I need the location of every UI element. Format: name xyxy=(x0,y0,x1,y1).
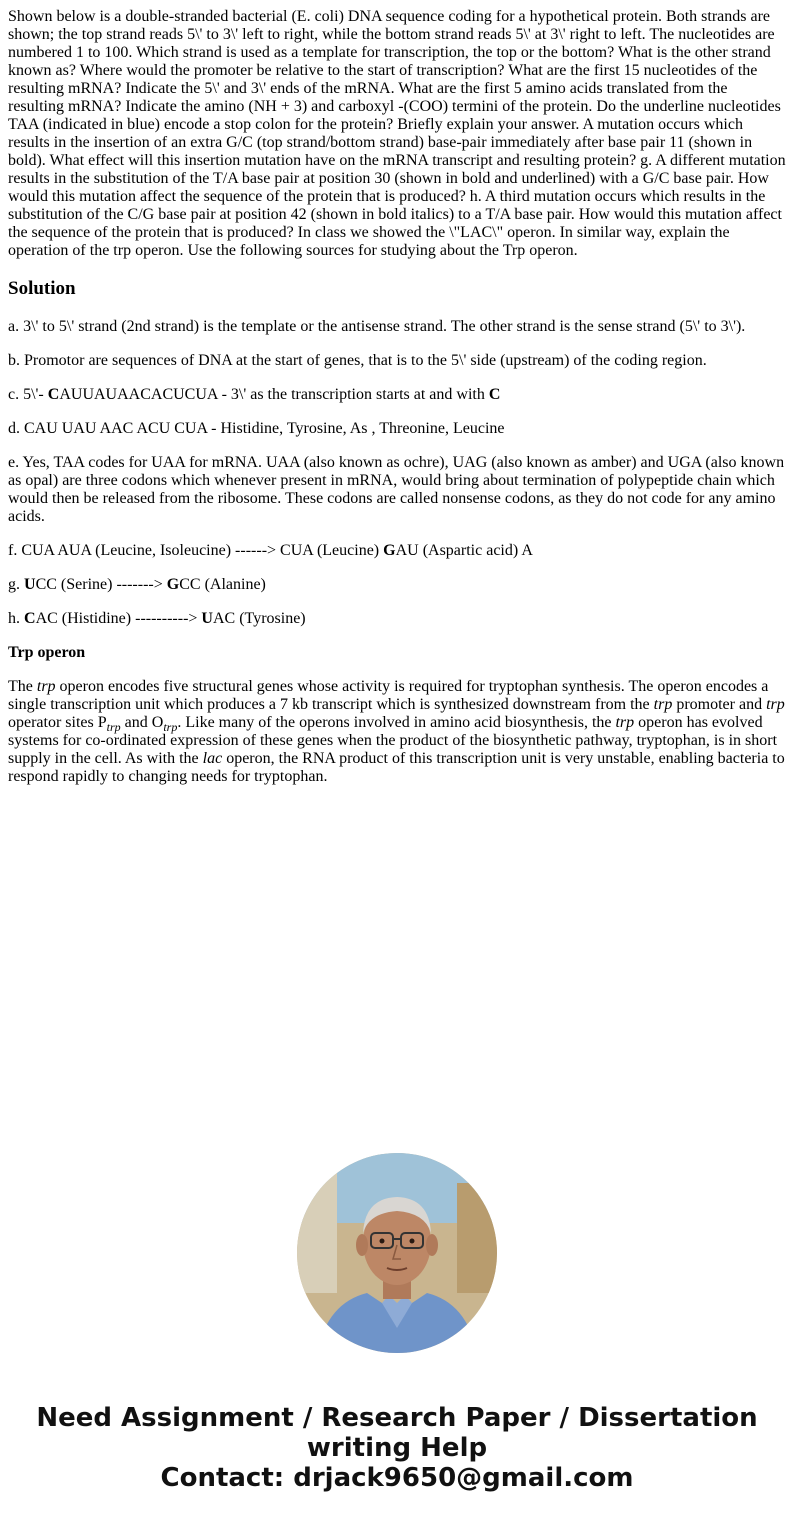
answer-h-suffix: AC (Tyrosine) xyxy=(212,610,306,627)
answer-a: a. 3\' to 5\' strand (2nd strand) is the template or the antisense strand. The other strand is the sense strand (5\' to 3\'). xyxy=(8,318,746,335)
trp-heading xyxy=(8,644,786,662)
trp-text: and O xyxy=(120,714,164,731)
trp-text: The xyxy=(8,678,37,695)
footer-line-2: writing Help xyxy=(306,1433,488,1463)
answer-f xyxy=(8,542,786,560)
answer-f-suffix: AU (Aspartic acid) A xyxy=(395,542,533,559)
answer-h-middle: AC (Histidine) ----------> xyxy=(35,610,202,627)
avatar xyxy=(297,1153,497,1353)
answer-h-bold-2: U xyxy=(201,610,213,627)
trp-text: operon has evolved systems for co-ordinated expression of these genes when the product of the biosynthetic pathway, tryptophan, is in short supply in the cell. As with the xyxy=(8,714,778,767)
answer-c xyxy=(8,386,786,404)
trp-italic: trp xyxy=(615,714,635,731)
answer-g-bold-2: G xyxy=(166,576,180,593)
answer-h-bold-1: C xyxy=(24,610,36,627)
answer-c-bold-start: C xyxy=(47,386,60,403)
answer-f-prefix: f. CUA AUA (Leucine, Isoleucine) ------> CUA (Leucine) xyxy=(8,542,384,559)
answer-g-prefix: g. xyxy=(8,576,24,593)
footer-contact: Contact: drjack9650@gmail.com xyxy=(160,1463,634,1493)
answer-h-prefix: h. xyxy=(8,610,24,627)
answer-c-middle: AUUAUAACACUCUA - 3\' as the transcription starts at and with xyxy=(59,386,489,403)
answer-g-suffix: CC (Alanine) xyxy=(179,576,266,593)
trp-text: operon, the RNA product of this transcription unit is very unstable, enabling bacteria to respond rapidly to changing needs for tryptophan. xyxy=(8,750,785,785)
answer-g-bold-1: U xyxy=(24,576,36,593)
trp-subscript: trp xyxy=(163,720,178,734)
answer-b: b. Promotor are sequences of DNA at the start of genes, that is to the 5\' side (upstream) of the coding region. xyxy=(8,352,707,369)
trp-italic: trp xyxy=(653,696,673,713)
answer-g xyxy=(8,576,786,594)
answer-f-bold: G xyxy=(383,542,396,559)
trp-italic: trp xyxy=(36,678,56,695)
answer-e: e. Yes, TAA codes for UAA for mRNA. UAA (also known as ochre), UAG (also known as amber) and UGA (also known as opal) are three codons which whenever present in mRNA, would bring about termination of polypeptide chain which would then be released from the ribosome. These codons are called nonsense codons, as they do not code for any amino acids. xyxy=(8,454,785,525)
answer-h xyxy=(8,610,786,628)
answer-c-bold-end: C xyxy=(488,386,501,403)
footer-banner xyxy=(0,1403,794,1493)
trp-text: promoter and xyxy=(672,696,767,713)
person-photo-icon xyxy=(297,1153,497,1353)
trp-italic: lac xyxy=(202,750,223,767)
question-text: Shown below is a double-stranded bacterial (E. coli) DNA sequence coding for a hypothetical protein. Both strands are shown; the top strand reads 5\' to 3\' left to right, while the bottom strand reads 5\' at 3\' right to left. The nucleotides are numbered 1 to 100. Which strand is used as a template for transcription, the top or the bottom? What is the other strand known as? Where would the promoter be relative to the start of transcription? What are the first 15 nucleotides of the resulting mRNA? Indicate the 5\' and 3\' ends of the mRNA. What are the first 5 amino acids translated from the resulting mRNA? Indicate the amino (NH + 3) and carboxyl -(COO) termini of the protein. Do the underline nucleotides TAA (indicated in blue) encode a stop colon for the protein? Briefly explain your answer. A mutation occurs which results in the insertion of an extra G/C (top strand/bottom strand) base-pair immediately after base pair 11 (shown in bold). What effect will this insertion mutation have on the mRNA transcript and resulting protein? g. A different mutation results in the substitution of the T/A base pair at position 30 (shown in bold and underlined) with a G/C base pair. How would this mutation affect the sequence of the protein that is produced? h. A third mutation occurs which results in the substitution of the C/G base pair at position 42 (shown in bold italics) to a T/A base pair. How would this mutation affect the sequence of the protein that is produced? In class we showed the \"LAC\" operon. In similar way, explain the operation of the trp operon. Use the following sources for studying about the Trp operon. xyxy=(8,8,786,259)
trp-italic: trp xyxy=(766,696,785,713)
solution-heading: Solution xyxy=(8,278,76,299)
trp-text: operator sites P xyxy=(8,714,107,731)
trp-text: operon encodes five structural genes whose activity is required for tryptophan synthesis. The operon encodes a single transcription unit which produces a 7 kb transcript which is synthesized downstream from the xyxy=(8,678,769,713)
trp-subscript: trp xyxy=(106,720,121,734)
answer-c-prefix: c. 5\'- xyxy=(8,386,48,403)
answer-g-middle: CC (Serine) -------> xyxy=(35,576,167,593)
footer-line-1: Need Assignment / Research Paper / Dissertation xyxy=(36,1403,758,1433)
trp-paragraph xyxy=(8,678,786,786)
trp-text: . Like many of the operons involved in amino acid biosynthesis, the xyxy=(177,714,616,731)
answer-d: d. CAU UAU AAC ACU CUA - Histidine, Tyrosine, As , Threonine, Leucine xyxy=(8,420,505,437)
trp-heading-text: Trp operon xyxy=(8,644,86,661)
